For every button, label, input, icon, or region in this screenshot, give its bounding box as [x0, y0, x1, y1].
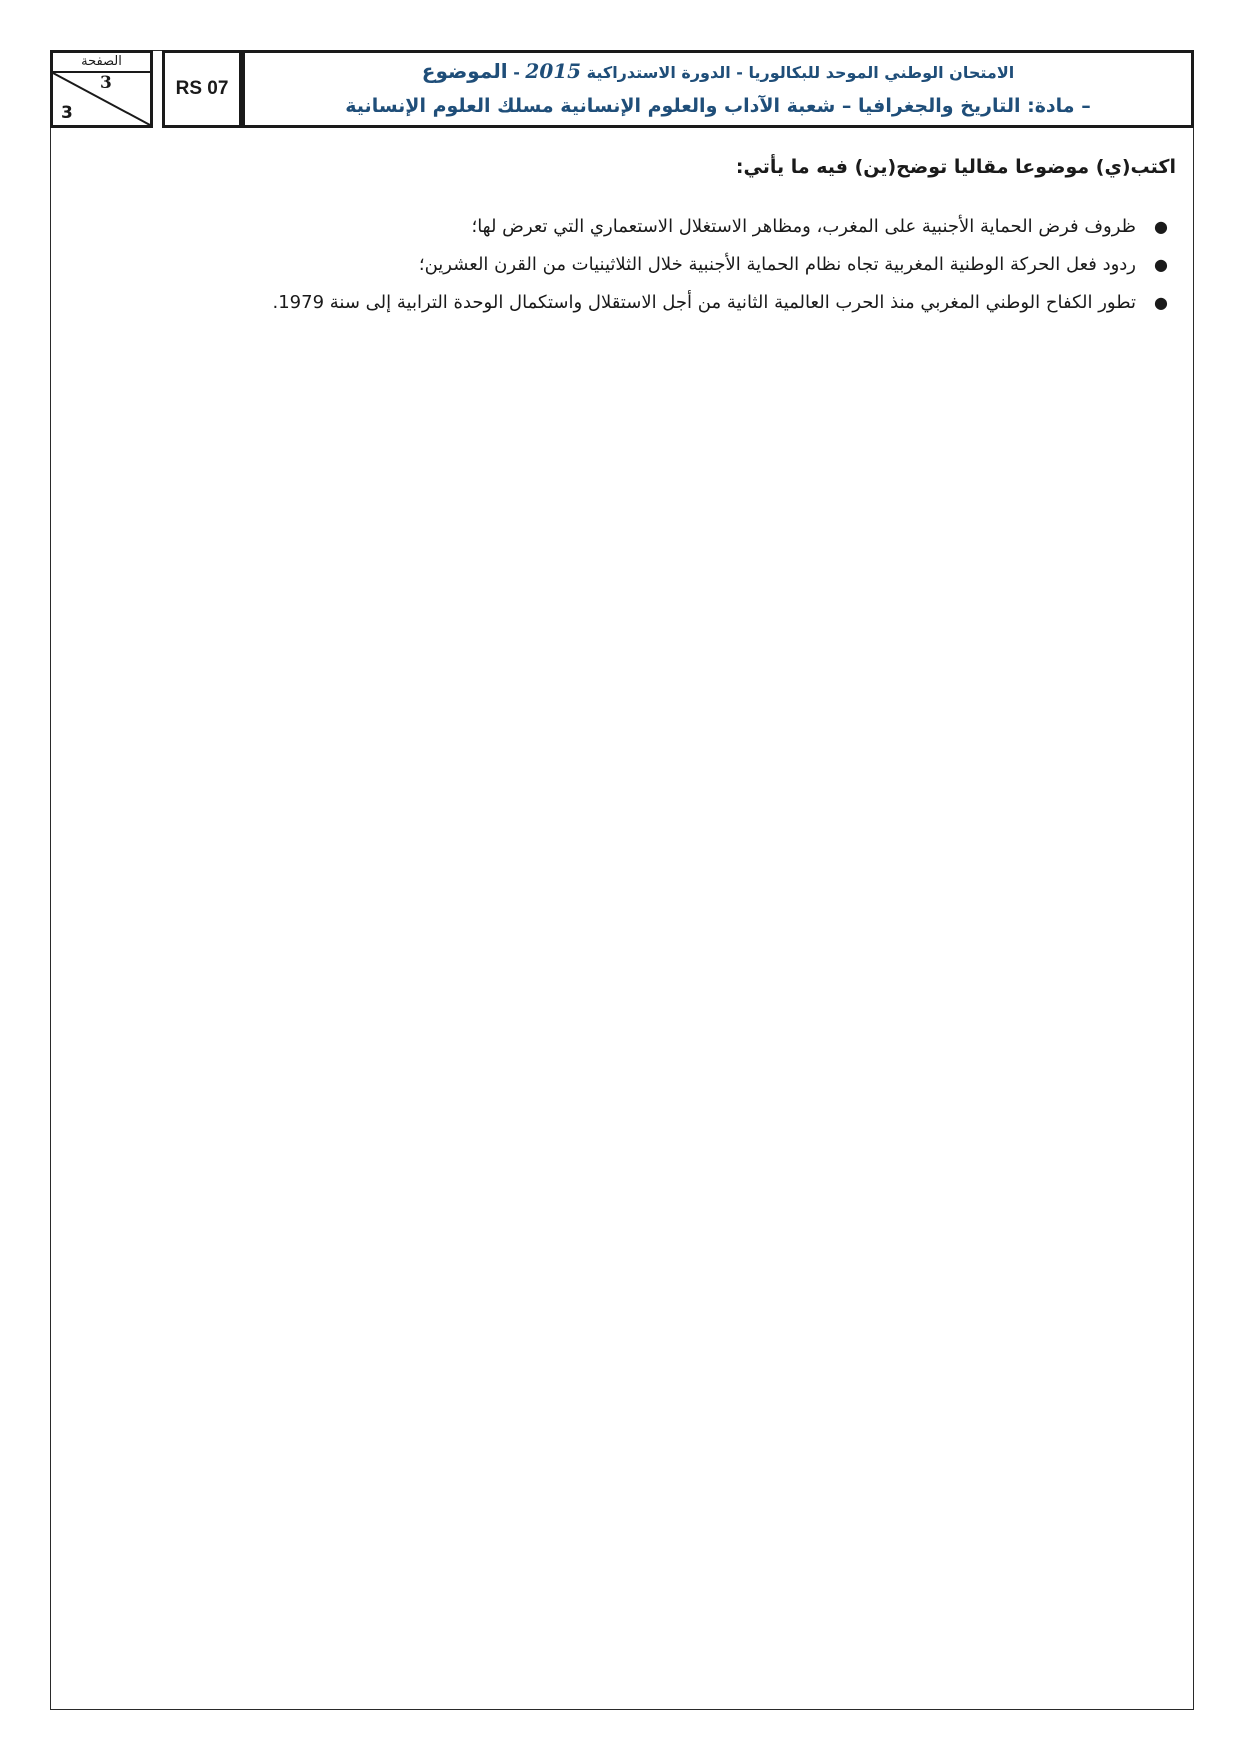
page-label: الصفحة: [53, 53, 150, 73]
exam-title: [245, 57, 1191, 87]
page-number-box: [50, 50, 153, 128]
question-text: ردود فعل الحركة الوطنية المغربية تجاه نظام الحماية الأجنبية خلال الثلاثينيات من القرن العشرين؛: [418, 254, 1136, 275]
question-text: تطور الكفاح الوطني المغربي منذ الحرب العالمية الثانية من أجل الاستقلال واستكمال الوحدة الترابية إلى سنة 1979.: [272, 292, 1136, 313]
exam-header: [50, 50, 1194, 128]
exam-title-separator: -: [507, 63, 526, 82]
exam-content: [62, 152, 1182, 322]
instruction-text: اكتب(ي) موضوعا مقاليا توضح(ين) فيه ما يأتي:: [735, 156, 1176, 178]
question-text: ظروف فرض الحماية الأجنبية على المغرب، ومظاهر الاستغلال الاستعماري التي تعرض لها؛: [471, 216, 1136, 237]
page-current: 3: [100, 73, 112, 93]
title-box: [242, 50, 1194, 128]
bullet-icon: ●: [1154, 255, 1168, 274]
question-item: [62, 208, 1182, 246]
question-list: [62, 208, 1182, 322]
exam-code: RS 07: [162, 50, 242, 128]
exam-subject-label: الموضوع: [421, 59, 508, 83]
page-total: 3: [61, 103, 73, 123]
question-item: [62, 246, 1182, 284]
exam-year: 2015: [525, 59, 582, 83]
bullet-icon: ●: [1154, 217, 1168, 236]
bullet-icon: ●: [1154, 293, 1168, 312]
exam-title-prefix: الامتحان الوطني الموحد للبكالوريا - الدورة الاستدراكية: [586, 63, 1015, 82]
question-item: [62, 284, 1182, 322]
exam-subtitle: – مادة: التاريخ والجغرافيا – شعبة الآداب والعلوم الإنسانية مسلك العلوم الإنسانية: [345, 95, 1091, 117]
